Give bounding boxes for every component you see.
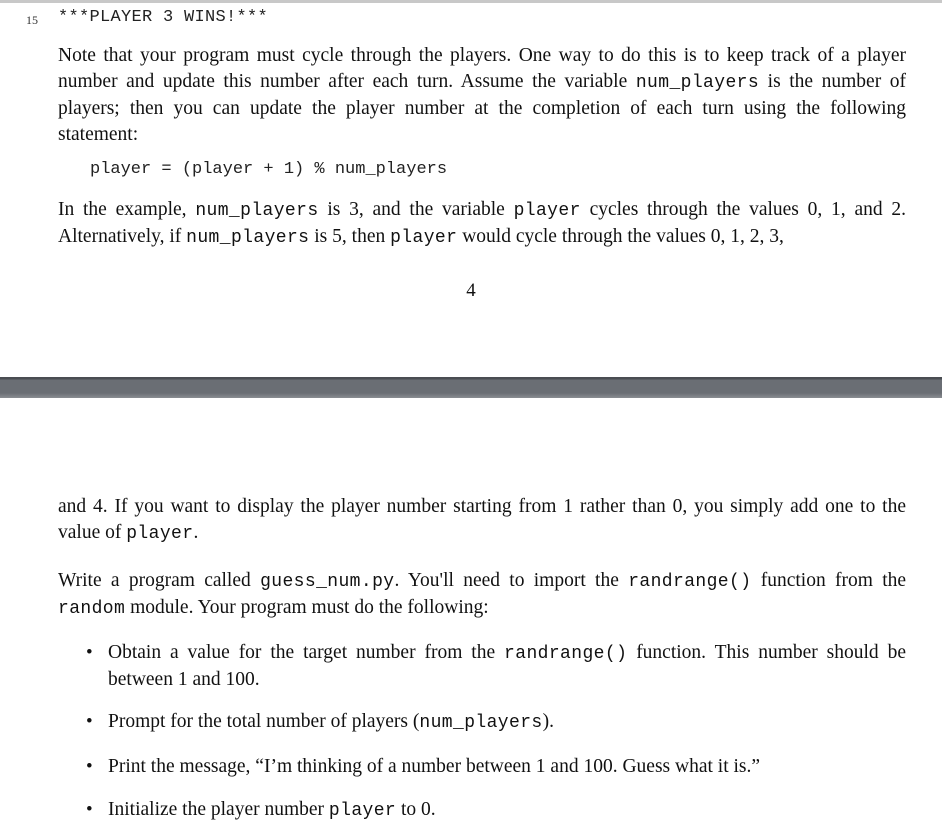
paragraph-example: In the example, num_players is 3, and the variable player cycles through the values 0, 1, and 2. Alternatively, if num_players is 5, then player would cycle through the values 0, 1, 2, 3, bbox=[58, 199, 907, 248]
page-separator bbox=[0, 377, 942, 398]
bullet-icon: • bbox=[86, 711, 93, 732]
inline-code: num_players bbox=[419, 713, 543, 733]
list-item: • Initialize the player number player to 0. bbox=[86, 799, 436, 821]
inline-code: num_players bbox=[635, 73, 760, 93]
paragraph-write-program: Write a program called guess_num.py. You'll need to import the randrange() function from the random module. Your program must do the following: bbox=[58, 570, 907, 619]
list-item: • Print the message, “I’m thinking of a number between 1 and 100. Guess what it is.” bbox=[86, 754, 906, 780]
list-item: • Prompt for the total number of players (num_players). bbox=[86, 711, 554, 733]
code-statement: player = (player + 1) % num_players bbox=[90, 160, 448, 179]
code-output-line: ***PLAYER 3 WINS!*** bbox=[58, 8, 269, 27]
inline-code: player bbox=[390, 228, 458, 248]
inline-code: randrange() bbox=[628, 572, 752, 592]
inline-code: player bbox=[126, 524, 194, 544]
document-page-2 bbox=[0, 398, 942, 836]
inline-code: random bbox=[58, 599, 126, 619]
bullet-icon: • bbox=[86, 642, 93, 663]
bullet-icon: • bbox=[86, 756, 93, 777]
paragraph-player-cycle: Note that your program must cycle through the players. One way to do this is to keep track of a player number and update this number after each turn. Assume the variable num_players is the number of players; then you can update the player number at the completion of each turn using the following statement: bbox=[58, 45, 907, 145]
inline-code: player bbox=[328, 801, 397, 821]
inline-code: num_players bbox=[195, 201, 319, 221]
bullet-icon: • bbox=[86, 799, 93, 820]
inline-code: randrange() bbox=[504, 644, 628, 664]
list-item: • Obtain a value for the target number from the randrange() function. This number should be between 1 and 100. bbox=[86, 642, 906, 690]
inline-code: num_players bbox=[186, 228, 310, 248]
line-number: 15 bbox=[26, 13, 38, 27]
paragraph-display-number: and 4. If you want to display the player number starting from 1 rather than 0, you simply add one to the value of player. bbox=[58, 496, 906, 544]
inline-code: player bbox=[513, 201, 581, 221]
document-page-1 bbox=[0, 3, 942, 377]
inline-code: guess_num.py bbox=[260, 572, 395, 592]
page-number: 4 bbox=[466, 280, 476, 301]
